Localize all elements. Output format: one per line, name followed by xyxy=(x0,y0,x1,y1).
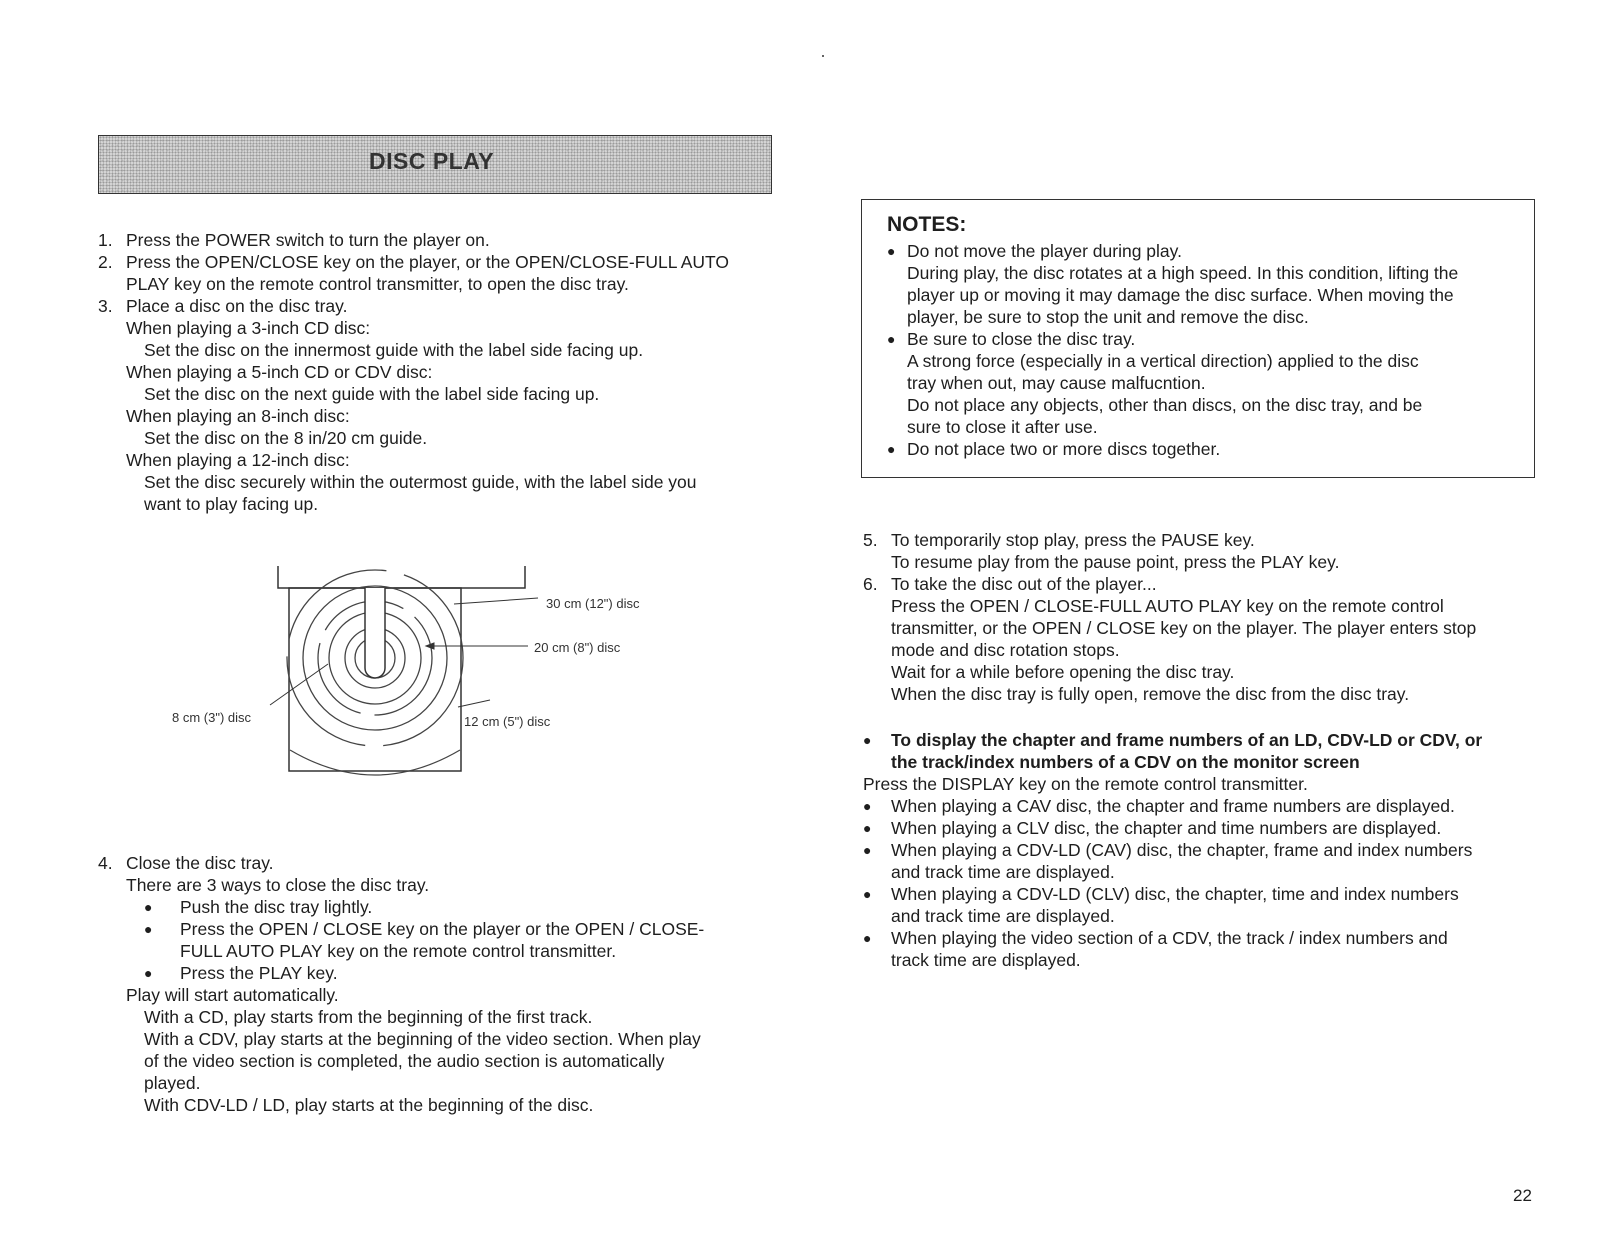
step-number: 4. xyxy=(98,853,113,873)
bullet-icon: ● xyxy=(144,921,153,937)
close-method-3 xyxy=(98,962,778,984)
note-detail: tray when out, may cause malfucntion. xyxy=(907,373,1206,393)
step-detail: Press the OPEN / CLOSE-FULL AUTO PLAY key on the remote control xyxy=(891,596,1444,616)
step-text: PLAY key on the remote control transmitter, to open the disc tray. xyxy=(126,274,629,294)
note-1 xyxy=(887,240,1534,262)
step-text: Press the POWER switch to turn the player on. xyxy=(126,230,490,250)
step-number: 1. xyxy=(98,230,113,250)
bullet-text: Push the disc tray lightly. xyxy=(180,897,373,917)
step-3-line: When playing a 3-inch CD disc: xyxy=(126,318,371,338)
bullet-icon: ● xyxy=(863,798,872,814)
step-4-after: Play will start automatically. xyxy=(126,985,339,1005)
step-4-detail: With CDV-LD / LD, play starts at the beginning of the disc. xyxy=(144,1095,594,1115)
step-3-line: When playing a 12-inch disc: xyxy=(126,450,350,470)
step-3-line: Set the disc on the 8 in/20 cm guide. xyxy=(144,428,428,448)
step-3-line: Set the disc on the innermost guide with the label side facing up. xyxy=(144,340,644,360)
display-bullet-1 xyxy=(863,795,1563,817)
note-detail: player up or moving it may damage the disc surface. When moving the xyxy=(907,285,1454,305)
step-3-line: When playing a 5-inch CD or CDV disc: xyxy=(126,362,433,382)
bullet-text: and track time are displayed. xyxy=(891,906,1115,926)
bullet-icon: ● xyxy=(863,930,872,946)
step-3-line: Set the disc securely within the outermost guide, with the label side you xyxy=(144,472,697,492)
step-detail: mode and disc rotation stops. xyxy=(891,640,1120,660)
note-detail: player, be sure to stop the unit and remove the disc. xyxy=(907,307,1309,327)
notes-box xyxy=(861,199,1535,478)
bullet-icon: ● xyxy=(863,732,872,748)
right-column-steps xyxy=(863,529,1563,705)
display-intro: Press the DISPLAY key on the remote control transmitter. xyxy=(863,774,1308,794)
note-detail: Do not place any objects, other than discs, on the disc tray, and be xyxy=(907,395,1423,415)
bullet-text: When playing a CDV-LD (CAV) disc, the chapter, frame and index numbers xyxy=(891,840,1473,860)
heading-text: the track/index numbers of a CDV on the monitor screen xyxy=(891,752,1360,772)
bullet-text: When playing the video section of a CDV, the track / index numbers and xyxy=(891,928,1448,948)
step-text: Place a disc on the disc tray. xyxy=(126,296,348,316)
spindle-slot xyxy=(365,588,385,678)
bullet-text: When playing a CLV disc, the chapter and time numbers are displayed. xyxy=(891,818,1442,838)
bullet-icon: ● xyxy=(863,842,872,858)
step-3-line: When playing an 8-inch disc: xyxy=(126,406,350,426)
section-banner xyxy=(98,135,772,194)
note-text: Do not move the player during play. xyxy=(907,241,1182,261)
bullet-text: When playing a CAV disc, the chapter and frame numbers are displayed. xyxy=(891,796,1455,816)
step-4-intro: There are 3 ways to close the disc tray. xyxy=(126,875,430,895)
step-text: To temporarily stop play, press the PAUSE key. xyxy=(891,530,1255,550)
step-4-detail: played. xyxy=(144,1073,201,1093)
display-section xyxy=(863,729,1563,971)
left-column-bottom xyxy=(98,852,778,1116)
bullet-text: When playing a CDV-LD (CLV) disc, the chapter, time and index numbers xyxy=(891,884,1459,904)
display-heading xyxy=(863,729,1563,773)
step-detail: To resume play from the pause point, press the PLAY key. xyxy=(891,552,1340,572)
bullet-icon: ● xyxy=(863,820,872,836)
step-number: 2. xyxy=(98,252,113,272)
step-6 xyxy=(863,573,1563,705)
bullet-text: Press the PLAY key. xyxy=(180,963,338,983)
note-2 xyxy=(887,328,1534,350)
note-detail: During play, the disc rotates at a high speed. In this condition, lifting the xyxy=(907,263,1459,283)
label-8cm: 8 cm (3") disc xyxy=(172,710,252,725)
step-number: 3. xyxy=(98,296,113,316)
step-text: Press the OPEN/CLOSE key on the player, or the OPEN/CLOSE-FULL AUTO xyxy=(126,252,730,272)
section-title: DISC PLAY xyxy=(369,148,495,174)
step-4-detail: With a CDV, play starts at the beginning of the video section. When play xyxy=(144,1029,701,1049)
label-20cm: 20 cm (8") disc xyxy=(534,640,621,655)
step-4 xyxy=(98,852,778,874)
bullet-icon: ● xyxy=(887,441,896,457)
label-30cm: 30 cm (12") disc xyxy=(546,596,640,611)
note-detail: sure to close it after use. xyxy=(907,417,1098,437)
step-detail: transmitter, or the OPEN / CLOSE key on the player. The player enters stop xyxy=(891,618,1477,638)
close-method-2 xyxy=(98,918,778,962)
step-number: 6. xyxy=(863,574,878,594)
note-detail: A strong force (especially in a vertical direction) applied to the disc xyxy=(907,351,1419,371)
page-number: 22 xyxy=(1513,1186,1532,1205)
bullet-icon: ● xyxy=(144,965,153,981)
step-detail: When the disc tray is fully open, remove the disc from the disc tray. xyxy=(891,684,1410,704)
bullet-text: track time are displayed. xyxy=(891,950,1081,970)
step-detail: Wait for a while before opening the disc tray. xyxy=(891,662,1235,682)
disc-tray-diagram xyxy=(160,560,680,780)
bullet-text: FULL AUTO PLAY key on the remote control transmitter. xyxy=(180,941,617,961)
step-5 xyxy=(863,529,1563,573)
step-3-line: want to play facing up. xyxy=(144,494,319,514)
step-text: Close the disc tray. xyxy=(126,853,274,873)
step-3 xyxy=(98,295,778,317)
left-column-top xyxy=(98,229,778,515)
heading-text: To display the chapter and frame numbers of an LD, CDV-LD or CDV, or xyxy=(891,730,1483,750)
step-4-detail: of the video section is completed, the audio section is automatically xyxy=(144,1051,665,1071)
bullet-text: Press the OPEN / CLOSE key on the player or the OPEN / CLOSE- xyxy=(180,919,705,939)
tray-bracket xyxy=(278,566,525,588)
step-1 xyxy=(98,229,778,251)
display-bullet-4 xyxy=(863,883,1563,927)
display-bullet-2 xyxy=(863,817,1563,839)
display-bullet-3 xyxy=(863,839,1563,883)
step-number: 5. xyxy=(863,530,878,550)
note-3 xyxy=(887,438,1534,460)
step-3-line: Set the disc on the next guide with the label side facing up. xyxy=(144,384,600,404)
display-bullet-5 xyxy=(863,927,1563,971)
notes-title: NOTES: xyxy=(887,213,967,236)
bullet-icon: ● xyxy=(887,331,896,347)
step-2 xyxy=(98,251,778,295)
note-text: Be sure to close the disc tray. xyxy=(907,329,1136,349)
scan-speck xyxy=(822,55,824,57)
note-text: Do not place two or more discs together. xyxy=(907,439,1221,459)
bullet-text: and track time are displayed. xyxy=(891,862,1115,882)
step-4-detail: With a CD, play starts from the beginning of the first track. xyxy=(144,1007,593,1027)
close-method-1 xyxy=(98,896,778,918)
bullet-icon: ● xyxy=(887,243,896,259)
label-12cm: 12 cm (5") disc xyxy=(464,714,551,729)
bullet-icon: ● xyxy=(144,899,153,915)
step-text: To take the disc out of the player... xyxy=(891,574,1157,594)
bullet-icon: ● xyxy=(863,886,872,902)
